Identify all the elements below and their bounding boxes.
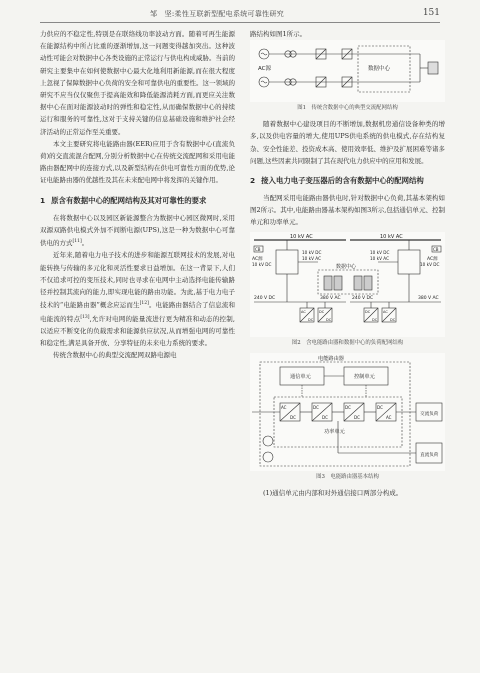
converter-label: DC bbox=[290, 414, 296, 420]
voltage-label: 10 kV DC bbox=[370, 249, 390, 255]
paragraph: 传统含数据中心的典型交流配网双路电源电 bbox=[53, 351, 177, 360]
voltage-label: 10 kV AC bbox=[302, 255, 321, 261]
figure-3-caption: 图3 电能路由器基本结构 bbox=[316, 473, 379, 480]
paragraph: 当配网采用电能路由器供电时,针对数据中心负荷,其基本架构如图2所示。其中,电能路由器基本架构如图3所示,包括通信单元、控制单元和功率单元。 bbox=[250, 194, 445, 227]
section-number: 1 bbox=[40, 195, 46, 205]
citation: [12] bbox=[139, 301, 149, 307]
converter-label: DC bbox=[326, 317, 332, 322]
paragraph-text: 。 bbox=[81, 239, 89, 248]
figure-1-diagram bbox=[250, 40, 445, 102]
citation: [11] bbox=[72, 239, 82, 245]
left-column bbox=[40, 28, 235, 362]
paragraph-text: 在将数据中心以及园区新能源整合为数据中心园区微网时,采用双源双路供电模式外加不间断电源(UPS),这是一种为数据中心可靠供电的方式 bbox=[40, 213, 235, 248]
converter-label: DC bbox=[319, 309, 325, 314]
router-boundary bbox=[260, 362, 410, 466]
paragraph bbox=[40, 212, 235, 250]
converter-label: DC bbox=[308, 317, 314, 322]
right-column bbox=[250, 28, 445, 499]
data-center-label: 数据中心 bbox=[368, 66, 391, 73]
figure-2 bbox=[250, 232, 445, 337]
converter-label: AC bbox=[301, 309, 306, 314]
paragraph: (1)通信单元由内部和对外通信接口两部分构成。 bbox=[263, 488, 403, 497]
converter-label: DC bbox=[377, 404, 383, 410]
figure-2-diagram bbox=[250, 232, 445, 337]
voltage-label: 10 kV AC bbox=[370, 255, 389, 261]
figure-3 bbox=[250, 353, 445, 471]
citation: [13] bbox=[80, 314, 90, 320]
dc-load-label: 直流负荷 bbox=[420, 452, 439, 458]
paragraph-text: ,允许对电网的能量流进行更为精准和动态的控制,以适应不断变化的负载需求和能源供应状况,从而增强电网的可靠性和稳定性,满足具备开放、分享特征的未来电力系统的要求。 bbox=[40, 314, 235, 348]
page-header bbox=[40, 8, 440, 23]
voltage-label: 10 kV DC bbox=[420, 261, 440, 267]
ac-source-label: AC源 bbox=[427, 256, 438, 262]
converter-label: AC bbox=[281, 404, 287, 410]
converter-label: DC bbox=[390, 317, 396, 322]
converter-label: AC bbox=[386, 414, 392, 420]
section-number: 2 bbox=[250, 176, 256, 186]
data-center-label: 数据中心 bbox=[336, 263, 357, 270]
comm-unit-label: 通信单元 bbox=[290, 373, 311, 380]
converter-label: AC bbox=[383, 309, 388, 314]
eer-left-icon bbox=[276, 250, 298, 274]
figure-3-diagram bbox=[250, 353, 445, 471]
figure-1 bbox=[250, 40, 445, 102]
converter-label: DC bbox=[372, 317, 378, 322]
bus-label: 10 kV AC bbox=[380, 233, 403, 240]
wind-icon bbox=[263, 452, 273, 462]
ac-source-label: AC源 bbox=[258, 66, 272, 73]
bus-label: 10 kV AC bbox=[290, 233, 313, 240]
pv-icon bbox=[263, 436, 273, 446]
paragraph-text: 近年来,随着电力电子技术的进步和能源互联网技术的发展,对电能转换与传输的多元化和灵活性要求日益增加。在这一背景下,人们不仅追求可控的变压技术,同时也寻求在电网中主动选择电能传输路径并控制其流向的能力,即实现电能的路由功能。为此,基于电力电子技术的“电能路由器”概念应运而生 bbox=[40, 251, 235, 310]
ctrl-unit-label: 控制单元 bbox=[354, 373, 375, 380]
converter-label: DC bbox=[365, 309, 371, 314]
power-unit-label: 功率单元 bbox=[324, 428, 345, 435]
paragraph: 力供应的不稳定性,特别是在联络线功率波动方面。随着可再生能源在能源结构中所占比重的逐渐增加,这一问题变得越加突出。这种波动性可能会对数据中心各类设施的正常运行与供电构成威胁。当前的研究主要集中在如何使数据中心最大化地利用新能源,而在很大程度上忽视了保障数据中心负荷的安全和可靠供电的重要性。这一领域的研究不应当仅仅聚焦于提高能效和降低能源消耗方面,而更应关注数据中心在面对能源波动时的弹性和稳定性,从而确保数据中心的持续运行和服务的可靠性,这对于支持关键的信息基础设施和维护社会经济活动的正常运作至关重要。 bbox=[40, 30, 235, 136]
ac-load-label: 交流负荷 bbox=[420, 411, 439, 417]
section-heading-1 bbox=[40, 195, 235, 207]
section-title: 原含有数据中心的配网结构及其对可靠性的要求 bbox=[51, 195, 207, 205]
voltage-label: 10 kV DC bbox=[302, 249, 322, 255]
converter-label: DC bbox=[313, 404, 319, 410]
router-title: 电能路由器 bbox=[318, 355, 344, 362]
paragraph: 本文主要研究将电能路由器(EER)应用于含有数据中心(直流负荷)的交直流混合配网,分别分析数据中心在传统交流配网和采用电能路由器配网中的连接方式,以及新型结构在供电可靠性方面的优势,论证电能路由器的优越性及其在未来配电网中将发挥的关键作用。 bbox=[40, 139, 235, 185]
cb-label: CB bbox=[433, 246, 439, 252]
converter-label: DC bbox=[322, 414, 328, 420]
figure-2-caption: 图2 含电能路由器和数据中心的负荷配网结构 bbox=[291, 339, 404, 346]
section-heading-2 bbox=[250, 175, 445, 187]
voltage-label: 380 V AC bbox=[418, 295, 439, 301]
running-title: 邹 坚:柔性互联新型配电系统可靠性研究 bbox=[150, 10, 285, 18]
converter-label: DC bbox=[354, 414, 360, 420]
paragraph: 路结构如图1所示。 bbox=[250, 30, 307, 38]
ac-source-label: AC源 bbox=[252, 256, 263, 262]
figure-1-caption: 图1 传统含数据中心的典型交流配网结构 bbox=[297, 105, 398, 112]
paragraph-text: 。电能路由器结合了信息流和电能流的特点 bbox=[40, 301, 236, 323]
server-icon bbox=[428, 62, 438, 74]
converter-label: DC bbox=[345, 404, 351, 410]
paragraph: 随着数据中心建设项目的不断增加,数据机房通信设备种类的增多,以及供电容量的增大,使用UPS供电系统的供电模式,存在结构复杂、安全性能差、投资成本高、使用效率低、维护及扩展困难等诸多问题,这些因素共同限制了其在现代电力供应中的应用和发展。 bbox=[250, 120, 445, 165]
section-title: 接入电力电子变压器后的含有数据中心的配网结构 bbox=[261, 176, 424, 186]
page-number: 151 bbox=[422, 8, 440, 18]
eer-right-icon bbox=[398, 250, 420, 274]
voltage-label: 380 V AC bbox=[320, 295, 341, 301]
voltage-label: 10 kV DC bbox=[252, 261, 272, 267]
cb-label: CB bbox=[255, 246, 261, 252]
paragraph bbox=[40, 249, 235, 349]
voltage-label: 240 V DC bbox=[254, 295, 276, 301]
voltage-label: 240 V DC bbox=[352, 295, 374, 301]
